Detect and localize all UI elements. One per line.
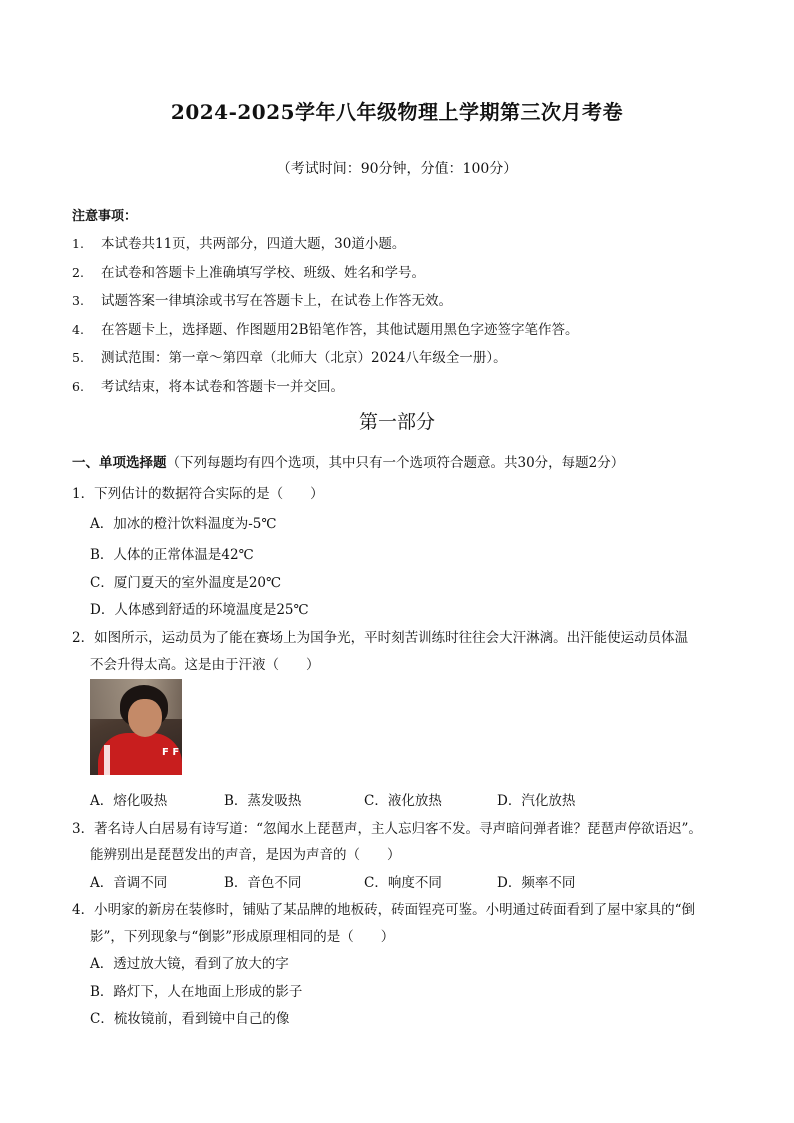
note-text: 测试范围：第一章～第四章（北师大（北京）2024八年级全一册）。	[101, 350, 507, 366]
note-text: 试题答案一律填涂或书写在答题卡上，在试卷上作答无效。	[101, 293, 452, 309]
note-number: 2.	[72, 264, 84, 280]
note-text: 在试卷和答题卡上准确填写学校、班级、姓名和学号。	[101, 264, 425, 281]
question-4-stem-continued: 影”，下列现象与“倒影”形成原理相同的是（ ）	[90, 929, 395, 945]
question-1-option-b: B．人体的正常体温是42℃	[90, 547, 254, 563]
part-label: 一、单项选择题	[72, 455, 167, 471]
question-3-option-a: A．音调不同	[90, 875, 168, 891]
question-4-option-c: C．梳妆镜前，看到镜中自己的像	[90, 1011, 290, 1027]
page-title: 2024-2025学年八年级物理上学期第三次月考卷	[170, 100, 624, 124]
question-3-option-d: D．频率不同	[497, 875, 576, 891]
question-2-option-c: C．液化放热	[364, 793, 442, 809]
question-3-option-b: B．音色不同	[224, 875, 302, 891]
note-item	[72, 375, 732, 404]
question-4-option-b: B．路灯下，人在地面上形成的影子	[90, 984, 303, 1000]
photo-jersey-letters: F F	[162, 747, 180, 758]
note-item	[72, 289, 732, 318]
note-text: 本试卷共11页，共两部分，四道大题，30道小题。	[101, 236, 406, 252]
question-3-stem: 3．著名诗人白居易有诗写道：“忽闻水上琵琶声，主人忘归客不发。寻声暗问弹者谁？琵琶声停欲语迟”。	[72, 821, 702, 837]
note-item	[72, 346, 732, 375]
photo-jersey-stripe	[104, 745, 110, 775]
note-item	[72, 318, 732, 347]
notes-heading: 注意事项：	[72, 209, 138, 224]
question-1-option-c: C．厦门夏天的室外温度是20℃	[90, 575, 282, 591]
question-4-option-a: A．透过放大镜，看到了放大的字	[90, 956, 289, 972]
part-heading	[72, 451, 624, 471]
question-2-option-d: D．汽化放热	[497, 793, 576, 809]
note-text: 考试结束，将本试卷和答题卡一并交回。	[101, 378, 344, 395]
note-number: 1.	[72, 236, 84, 251]
question-2-stem-continued: 不会升得太高。这是由于汗液（ ）	[90, 657, 320, 673]
question-1-option-d: D．人体感到舒适的环境温度是25℃	[90, 602, 309, 618]
question-3-option-c: C．响度不同	[364, 875, 442, 891]
photo-face	[128, 699, 162, 737]
question-1-stem: 1．下列估计的数据符合实际的是（ ）	[72, 486, 324, 502]
question-3-stem-continued: 能辨别出是琵琶发出的声音，是因为声音的（ ）	[90, 847, 401, 863]
note-item	[72, 232, 732, 261]
question-1-option-a: A．加冰的橙汁饮料温度为-5℃	[90, 516, 277, 532]
note-number: 6.	[72, 378, 84, 394]
exam-info: （考试时间：90分钟，分值：100分）	[276, 161, 518, 177]
question-2-option-a: A．熔化吸热	[90, 793, 168, 809]
note-number: 4.	[72, 321, 84, 337]
section-title: 第一部分	[358, 411, 435, 433]
note-text: 在答题卡上，选择题、作图题用2B铅笔作答，其他试题用黑色字迹签字笔作答。	[101, 321, 579, 338]
note-number: 3.	[72, 293, 84, 308]
question-2-option-b: B．蒸发吸热	[224, 793, 302, 809]
notes-list	[72, 232, 732, 403]
part-description: （下列每题均有四个选项，其中只有一个选项符合题意。共30分，每题2分）	[166, 455, 625, 471]
question-4-stem: 4．小明家的新房在装修时，铺贴了某品牌的地板砖，砖面锃亮可鉴。小明通过砖面看到了屋中家具的“倒	[72, 902, 695, 918]
question-2-stem: 2．如图所示，运动员为了能在赛场上为国争光，平时刻苦训练时往往会大汗淋漓。出汗能使运动员体温	[72, 630, 689, 646]
note-item	[72, 261, 732, 290]
athlete-photo	[90, 679, 182, 775]
note-number: 5.	[72, 350, 84, 365]
